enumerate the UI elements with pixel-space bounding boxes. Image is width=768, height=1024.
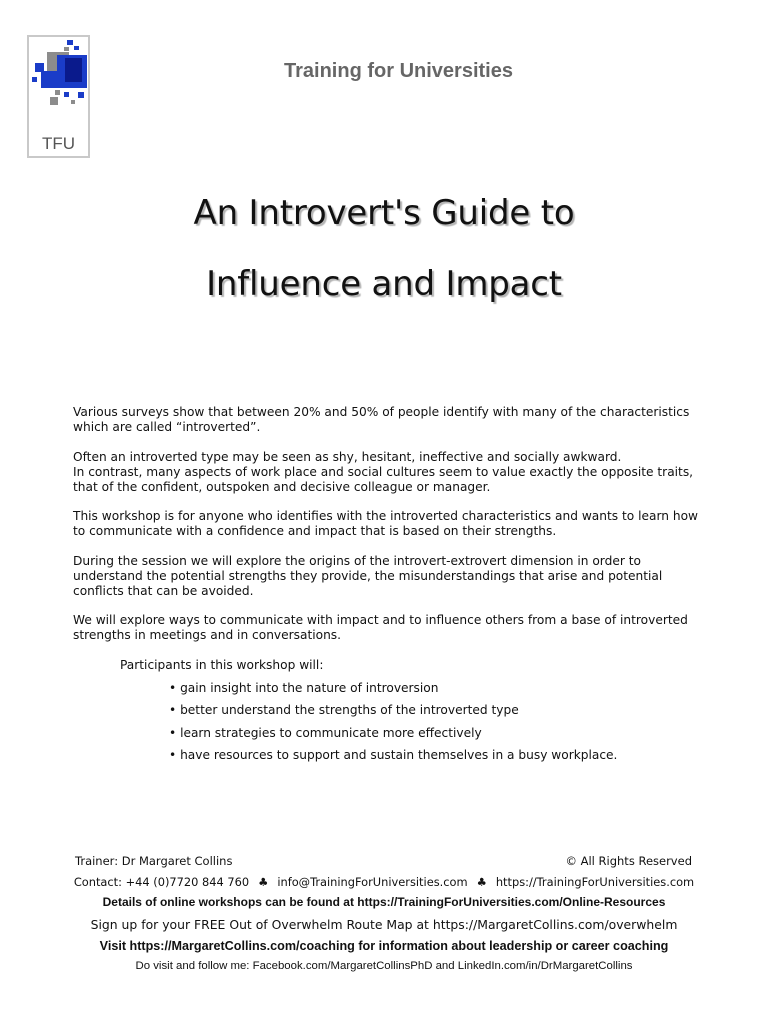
logo-squares-icon [29,37,88,132]
trainer-name: Trainer: Dr Margaret Collins [75,854,233,868]
contact-phone: Contact: +44 (0)7720 844 760 [73,875,250,889]
paragraph-perception-line2: In contrast, many aspects of work place and social cultures seem to value exactly the opposite traits, that of the confident, outspoken and decisive colleague or manager. [73,464,694,494]
club-separator-icon: ♣ [476,875,487,889]
org-title: Training for Universities [284,60,513,82]
logo-square [64,92,69,97]
paragraph-audience: This workshop is for anyone who identifies with the introverted characteristics and wants to learn how to communicate with a confidence and impact that is based on their strengths. [73,509,699,538]
title-line-2: Influence and Impact [206,264,562,304]
logo-text: TFU [41,134,76,153]
rights-notice: © All Rights Reserved [565,854,692,868]
title-line-1: An Introvert's Guide to [193,193,575,233]
paragraph-session: During the session we will explore the origins of the introvert-extrovert dimension in order to understand the potential strengths they provide, the misunderstandings that arise and potential conflicts that can be avoided. [73,553,663,598]
logo-square [64,47,69,51]
paragraph-perception [73,450,703,495]
contact-email-link[interactable]: info@TrainingForUniversities.com [277,875,468,889]
paragraph-surveys: Various surveys show that between 20% and 50% of people identify with many of the characteristics which are called “introverted”. [73,405,690,434]
logo-square [50,97,58,105]
coaching-note: Visit https://MargaretCollins.com/coaching for information about leadership or career coaching [99,939,669,953]
tfu-logo [27,35,90,158]
signup-note: Sign up for your FREE Out of Overwhelm Route Map at https://MargaretCollins.com/overwhelm [90,917,678,932]
logo-square [74,46,79,50]
club-separator-icon: ♣ [258,875,269,889]
list-item: • have resources to support and sustain themselves in a busy workplace. [169,748,618,762]
outcomes-list [73,681,703,771]
footer-contact-row [0,875,768,889]
follow-note: Do visit and follow me: Facebook.com/MargaretCollinsPhD and LinkedIn.com/in/DrMargaretCollins [135,960,633,972]
logo-square [55,90,60,95]
online-workshops-note: Details of online workshops can be found at https://TrainingForUniversities.com/Online-Resources [102,895,666,909]
logo-square [67,40,73,45]
logo-square [78,92,84,98]
list-item: • gain insight into the nature of introversion [169,680,439,695]
paragraph-perception-line1: Often an introverted type may be seen as shy, hesitant, ineffective and socially awkward. [73,449,622,464]
participants-intro: Participants in this workshop will: [120,657,324,672]
logo-square [71,100,75,104]
list-item: • learn strategies to communicate more effectively [169,725,482,740]
list-item: • better understand the strengths of the introverted type [169,703,519,717]
contact-website-link[interactable]: https://TrainingForUniversities.com [495,875,695,889]
paragraph-explore: We will explore ways to communicate with impact and to influence others from a base of introverted strengths in meetings and in conversations. [73,613,688,642]
workshop-description [73,405,703,771]
